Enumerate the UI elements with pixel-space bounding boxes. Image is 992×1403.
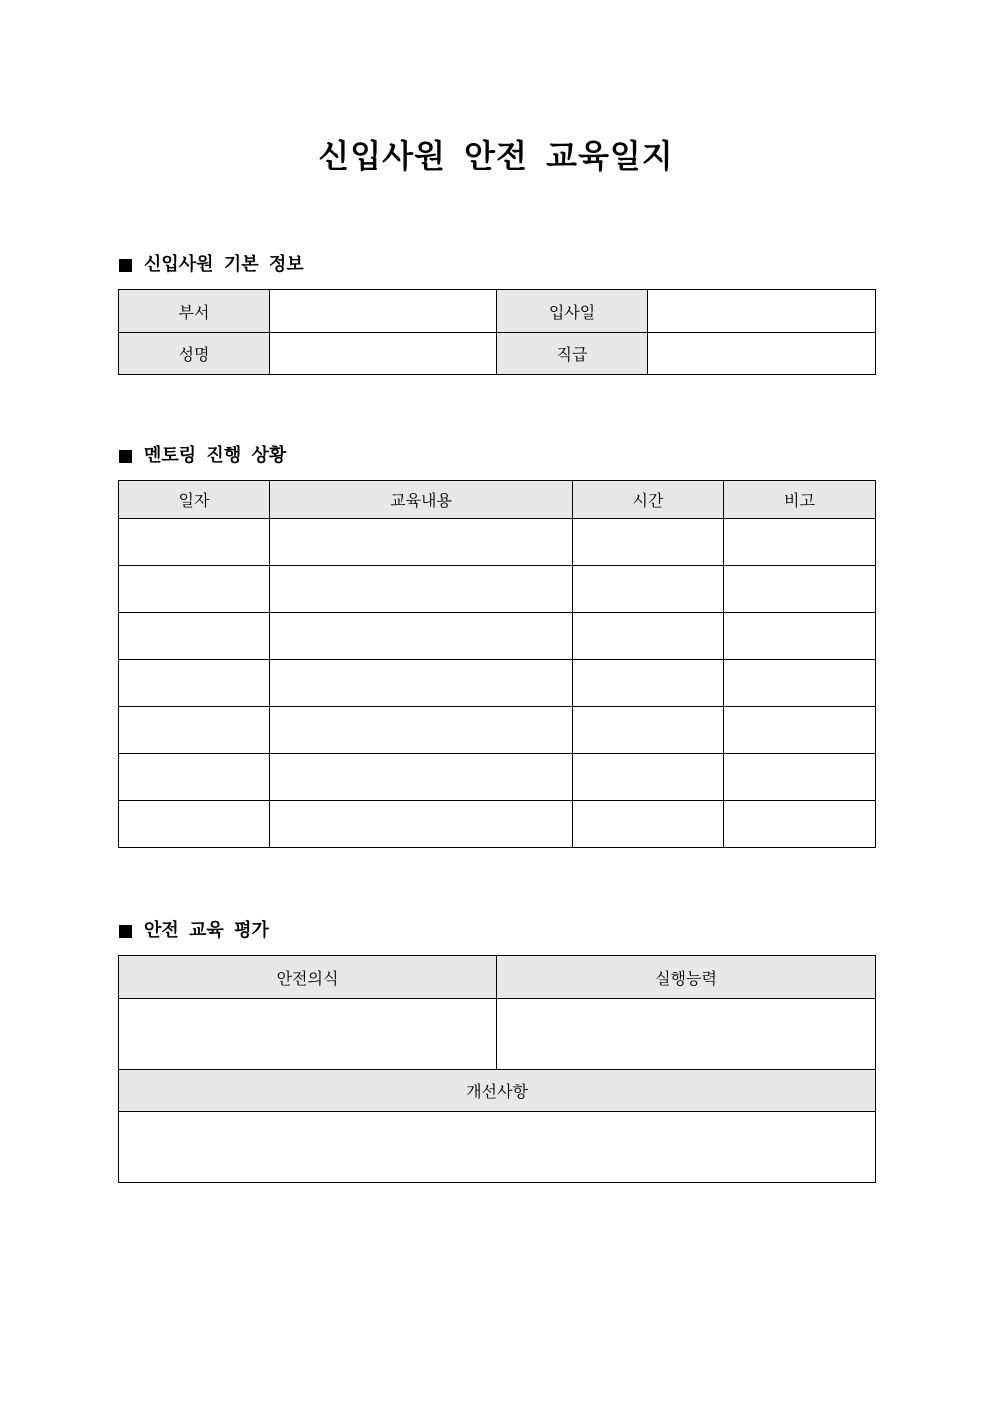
section-heading-label: 멘토링 진행 상황 [144, 445, 287, 466]
safety-awareness-label: 안전의식 [119, 956, 497, 999]
table-row [119, 707, 876, 754]
content-cell[interactable] [270, 519, 573, 566]
column-header-time: 시간 [573, 481, 724, 519]
improvements-label: 개선사항 [119, 1070, 876, 1112]
time-cell[interactable] [573, 801, 724, 848]
table-row [119, 801, 876, 848]
date-cell[interactable] [119, 660, 270, 707]
square-bullet-icon [119, 259, 132, 272]
table-row [119, 660, 876, 707]
table-header-row [119, 956, 876, 999]
date-cell[interactable] [119, 566, 270, 613]
evaluation-table [118, 955, 876, 1183]
remarks-cell[interactable] [724, 660, 876, 707]
execution-ability-field[interactable] [497, 999, 876, 1070]
table-row [119, 754, 876, 801]
section-heading-label: 안전 교육 평가 [144, 920, 269, 941]
section-heading-basic-info [119, 253, 304, 277]
square-bullet-icon [119, 925, 132, 938]
mentoring-table [118, 480, 876, 848]
time-cell[interactable] [573, 660, 724, 707]
table-row [119, 290, 876, 333]
date-cell[interactable] [119, 754, 270, 801]
table-row [119, 566, 876, 613]
table-row [119, 519, 876, 566]
section-heading-evaluation [119, 919, 269, 943]
date-cell[interactable] [119, 519, 270, 566]
time-cell[interactable] [573, 566, 724, 613]
section-heading-label: 신입사원 기본 정보 [144, 254, 304, 275]
position-field[interactable] [648, 333, 876, 375]
table-header-row [119, 481, 876, 519]
section-heading-mentoring [119, 444, 286, 468]
table-row [119, 999, 876, 1070]
remarks-cell[interactable] [724, 613, 876, 660]
content-cell[interactable] [270, 660, 573, 707]
square-bullet-icon [119, 450, 132, 463]
remarks-cell[interactable] [724, 566, 876, 613]
remarks-cell[interactable] [724, 519, 876, 566]
content-cell[interactable] [270, 801, 573, 848]
remarks-cell[interactable] [724, 707, 876, 754]
position-label: 직급 [497, 333, 648, 375]
content-cell[interactable] [270, 613, 573, 660]
date-cell[interactable] [119, 707, 270, 754]
content-cell[interactable] [270, 566, 573, 613]
execution-ability-label: 실행능력 [497, 956, 876, 999]
date-cell[interactable] [119, 613, 270, 660]
date-cell[interactable] [119, 801, 270, 848]
page-title: 신입사원 안전 교육일지 [318, 137, 674, 175]
basic-info-table [118, 289, 876, 375]
safety-awareness-field[interactable] [119, 999, 497, 1070]
time-cell[interactable] [573, 519, 724, 566]
department-label: 부서 [119, 290, 270, 333]
hire-date-field[interactable] [648, 290, 876, 333]
department-field[interactable] [270, 290, 497, 333]
improvements-field[interactable] [119, 1112, 876, 1183]
name-label: 성명 [119, 333, 270, 375]
hire-date-label: 입사일 [497, 290, 648, 333]
column-header-date: 일자 [119, 481, 270, 519]
table-header-row [119, 1070, 876, 1112]
table-row [119, 333, 876, 375]
time-cell[interactable] [573, 754, 724, 801]
remarks-cell[interactable] [724, 754, 876, 801]
time-cell[interactable] [573, 613, 724, 660]
column-header-content: 교육내용 [270, 481, 573, 519]
table-row [119, 613, 876, 660]
name-field[interactable] [270, 333, 497, 375]
time-cell[interactable] [573, 707, 724, 754]
content-cell[interactable] [270, 707, 573, 754]
remarks-cell[interactable] [724, 801, 876, 848]
column-header-remarks: 비고 [724, 481, 876, 519]
content-cell[interactable] [270, 754, 573, 801]
table-row [119, 1112, 876, 1183]
